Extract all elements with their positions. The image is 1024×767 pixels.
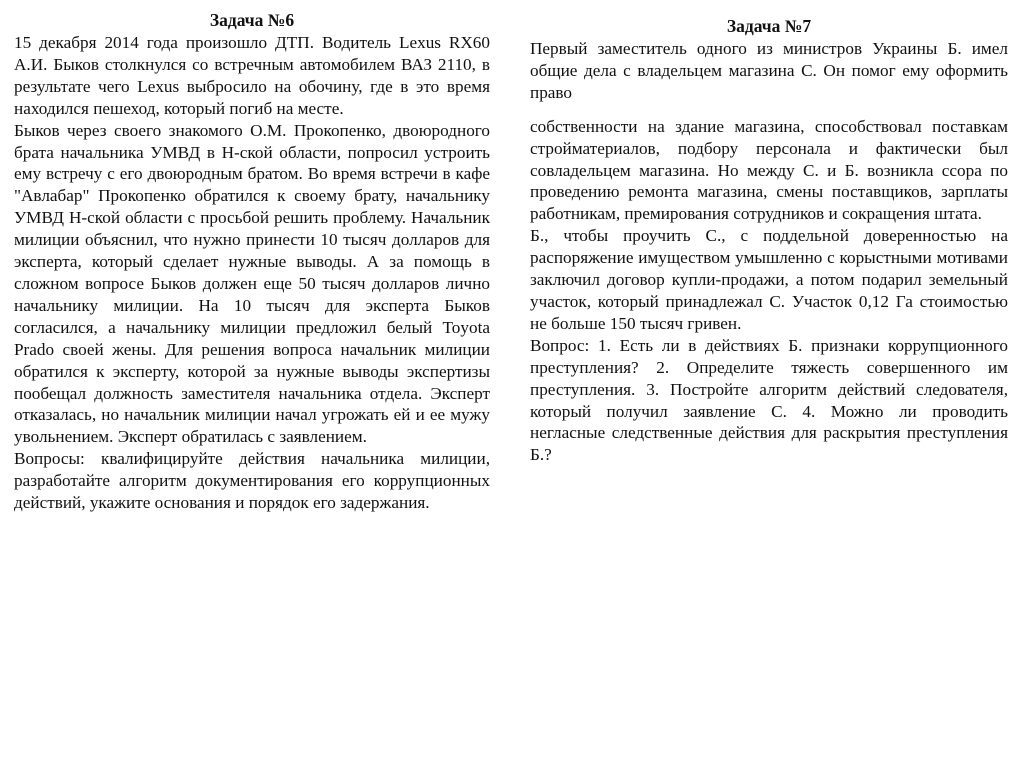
- task7-column: [530, 14, 1008, 466]
- task6-paragraph-1: 15 декабря 2014 года произошло ДТП. Водитель Lexus RX60 А.И. Быков столкнулся со встречным автомобилем ВАЗ 2110, в результате чего Lexus выбросило на обочину, где в это время находился пешеход, который погиб на месте.: [14, 33, 490, 118]
- task6-paragraph-questions: Вопросы: квалифицируйте действия начальника милиции, разработайте алгоритм документирования его коррупционных действий, укажите основания и порядок его задержания.: [14, 449, 490, 513]
- task6-paragraph-2: Быков через своего знакомого О.М. Прокопенко, двоюродного брата начальника УМВД в Н-ской области, попросил устроить ему встречу с его двоюродным братом. Во время встречи в кафе "Авлабар" Прокопенко обратился к своему брату, начальнику УМВД Н-ской области с просьбой решить проблему. Начальник милиции объяснил, что нужно принести 10 тысяч долларов для эксперта, который сделает нужные выводы. А за помощь в сложном вопросе Быков должен еще 50 тысяч долларов лично начальнику милиции. На 10 тысяч для эксперта Быков согласился, а начальнику милиции предложил белый Toyota Prado своей жены. Для решения вопроса начальник милиции обратился к эксперту, которой за нужные выводы экспертизы пообещал должность заместителя начальника отдела. Эксперт отказалась, но начальник милиции начал угрожать ей и ее мужу увольнением. Эксперт обратилась с заявлением.: [14, 120, 490, 447]
- task7-gap: [530, 104, 1008, 116]
- task6-column: [14, 8, 490, 514]
- task7-paragraph-1: собственности на здание магазина, способствовал поставкам стройматериалов, подбору персонала и фактически был совладельцем магазина. Но между С. и Б. возникла ссора по проведению ремонта магазина, смены поставщиков, зарплаты работникам, премирования сотрудников и сокращения штата.: [530, 116, 1008, 224]
- task6-title: Задача №6: [209, 10, 295, 30]
- task7-title: Задача №7: [726, 16, 812, 36]
- task7-paragraph-2: Б., чтобы проучить С., с поддельной доверенностью на распоряжение имуществом умышленно с корыстными мотивами заключил договор купли-продажи, а потом подарил земельный участок, который принадлежал С. Участок 0,12 Га стоимостью не больше 150 тысяч гривен.: [530, 226, 1008, 333]
- task7-paragraph-questions: Вопрос: 1. Есть ли в действиях Б. признаки коррупционного преступления? 2. Определите тяжесть совершенного им преступления. 3. Постройте алгоритм действий следователя, который получил заявление С. 4. Можно ли проводить негласные следственные действия для раскрытия преступления Б.?: [530, 335, 1008, 465]
- task7-intro: Первый заместитель одного из министров Украины Б. имел общие дела с владельцем магазина С. Он помог ему оформить право: [530, 39, 1008, 102]
